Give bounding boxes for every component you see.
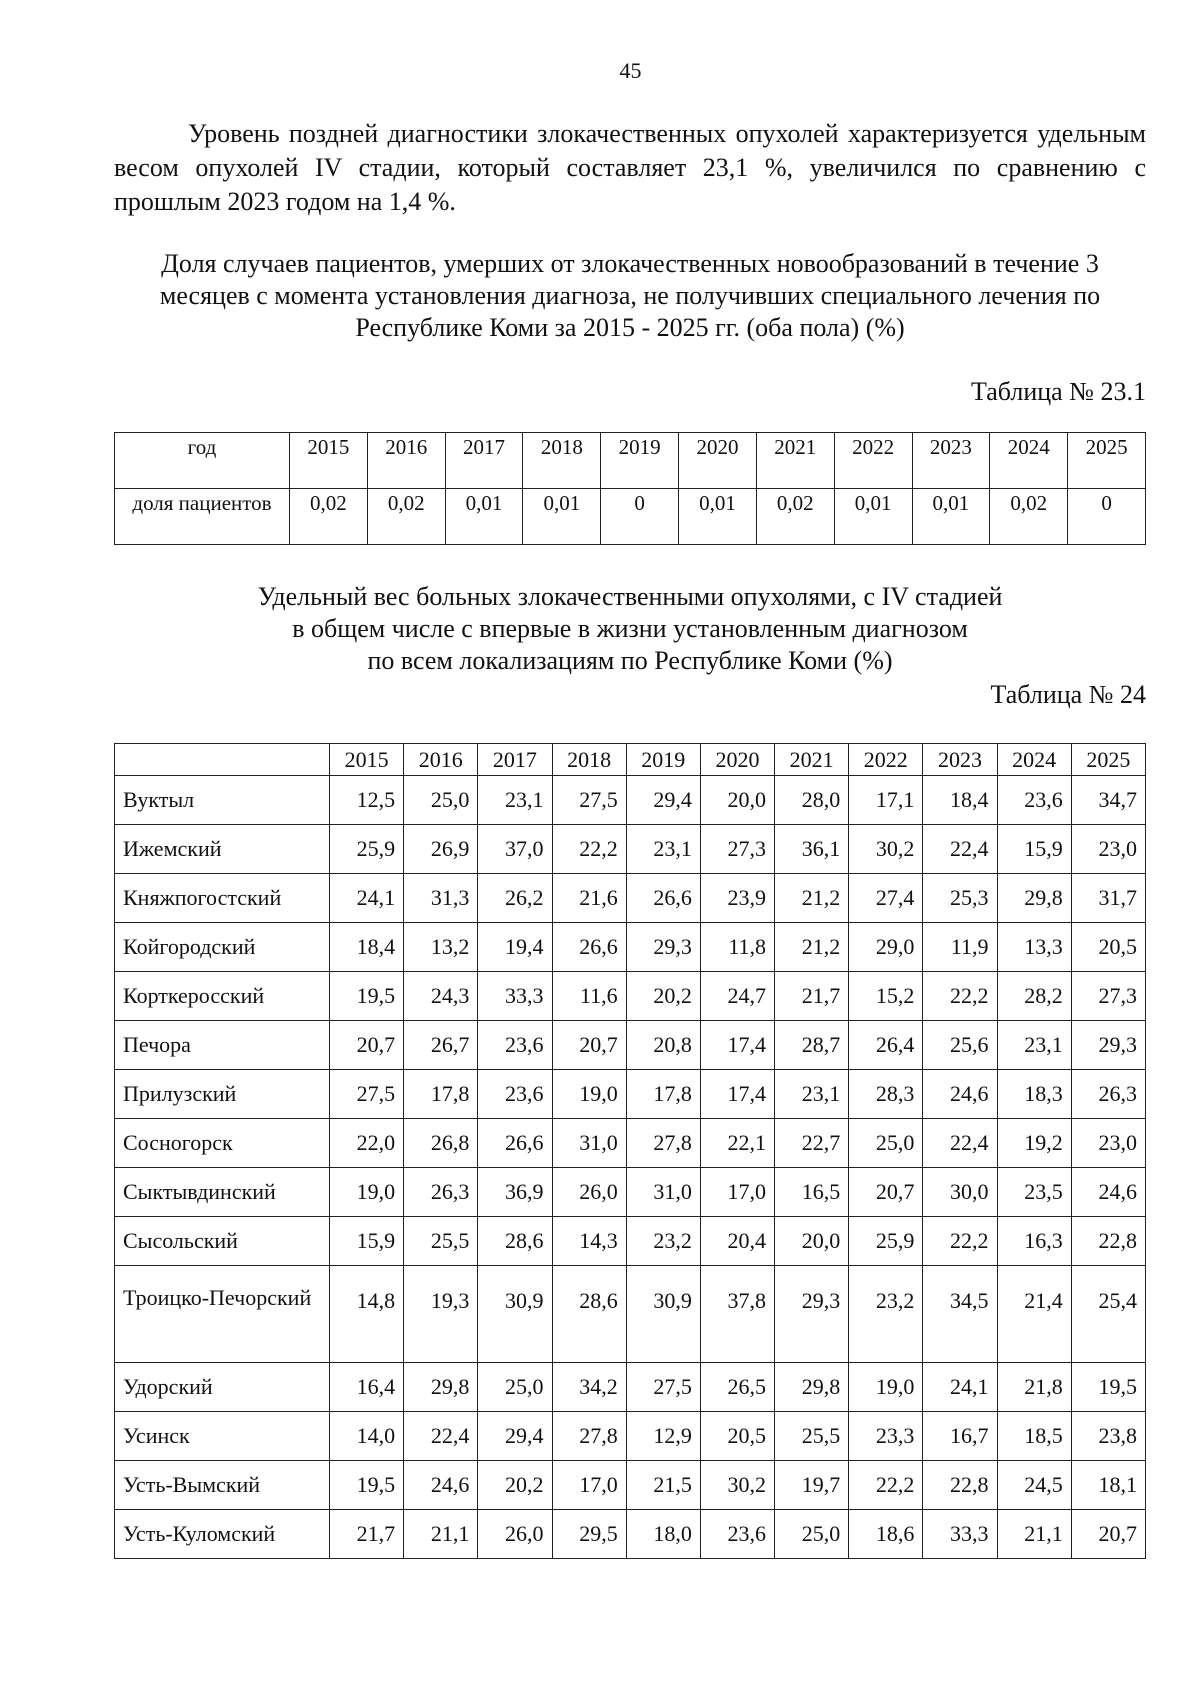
table-row xyxy=(115,1412,1146,1461)
table-cell: 29,5 xyxy=(552,1510,626,1559)
district-name: Прилузский xyxy=(115,1070,330,1119)
table-cell: 11,8 xyxy=(700,923,774,972)
table-cell: 24,3 xyxy=(404,972,478,1021)
table-cell: 11,9 xyxy=(923,923,997,972)
table-cell: 21,1 xyxy=(997,1510,1071,1559)
table-24 xyxy=(114,743,1146,1559)
table-23-cell: 0,02 xyxy=(990,489,1068,545)
table-cell: 23,2 xyxy=(626,1217,700,1266)
table-cell: 27,8 xyxy=(552,1412,626,1461)
table-cell: 22,4 xyxy=(923,825,997,874)
district-name: Вуктыл xyxy=(115,776,330,825)
table-cell: 24,6 xyxy=(923,1070,997,1119)
table-cell: 25,5 xyxy=(404,1217,478,1266)
table-row xyxy=(115,1266,1146,1363)
table-cell: 23,6 xyxy=(478,1070,552,1119)
table-cell: 19,0 xyxy=(849,1363,923,1412)
table-cell: 29,3 xyxy=(626,923,700,972)
table-23-label: Таблица № 23.1 xyxy=(970,377,1146,406)
table-row xyxy=(115,825,1146,874)
table-cell: 23,8 xyxy=(1071,1412,1145,1461)
table-cell: 26,6 xyxy=(626,874,700,923)
table-cell: 22,0 xyxy=(330,1119,404,1168)
table-cell: 21,5 xyxy=(626,1461,700,1510)
table-cell: 29,8 xyxy=(997,874,1071,923)
table-23-year: 2018 xyxy=(523,433,601,489)
table-cell: 25,0 xyxy=(775,1510,849,1559)
table-cell: 18,4 xyxy=(330,923,404,972)
table-cell: 30,2 xyxy=(700,1461,774,1510)
table-24-year: 2015 xyxy=(330,744,404,776)
table-cell: 30,9 xyxy=(478,1266,552,1363)
table-24-year: 2022 xyxy=(849,744,923,776)
table-24-header-row xyxy=(115,744,1146,776)
intro-paragraph: Уровень поздней диагностики злокачественных опухолей характеризуется удельным весом опухолей IV стадии, который составляет 23,1 %, увеличился по сравнению с прошлым 2023 годом на 1,4 %. xyxy=(114,119,1146,216)
table-row xyxy=(115,776,1146,825)
table-cell: 23,6 xyxy=(478,1021,552,1070)
table-cell: 34,5 xyxy=(923,1266,997,1363)
table-cell: 20,4 xyxy=(700,1217,774,1266)
table-cell: 27,4 xyxy=(849,874,923,923)
table-cell: 31,7 xyxy=(1071,874,1145,923)
table-cell: 17,1 xyxy=(849,776,923,825)
table-23-cell: 0,02 xyxy=(756,489,834,545)
table-cell: 23,3 xyxy=(849,1412,923,1461)
table-cell: 22,4 xyxy=(404,1412,478,1461)
table-cell: 19,5 xyxy=(330,972,404,1021)
table-cell: 34,2 xyxy=(552,1363,626,1412)
table-cell: 27,8 xyxy=(626,1119,700,1168)
table-24-year: 2025 xyxy=(1071,744,1145,776)
table-cell: 26,9 xyxy=(404,825,478,874)
table-cell: 26,0 xyxy=(478,1510,552,1559)
table-cell: 26,8 xyxy=(404,1119,478,1168)
table-cell: 25,3 xyxy=(923,874,997,923)
table-row xyxy=(115,1461,1146,1510)
table-cell: 25,4 xyxy=(1071,1266,1145,1363)
district-name: Усинск xyxy=(115,1412,330,1461)
table-cell: 19,3 xyxy=(404,1266,478,1363)
table-23-header-row xyxy=(115,433,1146,489)
table-cell: 21,7 xyxy=(775,972,849,1021)
table-cell: 24,7 xyxy=(700,972,774,1021)
table-cell: 16,5 xyxy=(775,1168,849,1217)
table-row xyxy=(115,923,1146,972)
table-cell: 26,7 xyxy=(404,1021,478,1070)
table-cell: 18,1 xyxy=(1071,1461,1145,1510)
table-cell: 22,2 xyxy=(923,1217,997,1266)
table-cell: 20,0 xyxy=(775,1217,849,1266)
table-24-year: 2021 xyxy=(775,744,849,776)
table-cell: 14,3 xyxy=(552,1217,626,1266)
district-name: Троицко-Печорский xyxy=(115,1266,330,1363)
table-cell: 30,0 xyxy=(923,1168,997,1217)
table-cell: 26,5 xyxy=(700,1363,774,1412)
table-cell: 21,1 xyxy=(404,1510,478,1559)
table-cell: 24,1 xyxy=(923,1363,997,1412)
table-cell: 23,1 xyxy=(478,776,552,825)
table-cell: 22,7 xyxy=(775,1119,849,1168)
table-24-header-blank xyxy=(115,744,330,776)
table-23 xyxy=(114,432,1146,545)
table-23-year: 2021 xyxy=(756,433,834,489)
table-cell: 31,0 xyxy=(552,1119,626,1168)
table-cell: 27,3 xyxy=(1071,972,1145,1021)
district-name: Сыктывдинский xyxy=(115,1168,330,1217)
table-cell: 23,0 xyxy=(1071,825,1145,874)
table-cell: 24,1 xyxy=(330,874,404,923)
table-cell: 26,0 xyxy=(552,1168,626,1217)
table-cell: 26,6 xyxy=(552,923,626,972)
table-row xyxy=(115,1021,1146,1070)
table-cell: 23,2 xyxy=(849,1266,923,1363)
table-cell: 26,3 xyxy=(1071,1070,1145,1119)
district-name: Корткеросский xyxy=(115,972,330,1021)
table-23-year: 2020 xyxy=(679,433,757,489)
table-cell: 28,3 xyxy=(849,1070,923,1119)
table-cell: 18,5 xyxy=(997,1412,1071,1461)
table-cell: 33,3 xyxy=(923,1510,997,1559)
table-cell: 24,5 xyxy=(997,1461,1071,1510)
table-row xyxy=(115,972,1146,1021)
table-cell: 22,4 xyxy=(923,1119,997,1168)
table-cell: 21,2 xyxy=(775,923,849,972)
table-cell: 28,6 xyxy=(552,1266,626,1363)
table-cell: 16,3 xyxy=(997,1217,1071,1266)
table-cell: 27,5 xyxy=(552,776,626,825)
table-cell: 25,0 xyxy=(849,1119,923,1168)
table-cell: 23,1 xyxy=(775,1070,849,1119)
table-cell: 25,5 xyxy=(775,1412,849,1461)
table-cell: 22,2 xyxy=(923,972,997,1021)
table-cell: 15,9 xyxy=(997,825,1071,874)
table-cell: 21,2 xyxy=(775,874,849,923)
table-23-year: 2025 xyxy=(1068,433,1146,489)
table-cell: 26,4 xyxy=(849,1021,923,1070)
table-cell: 31,3 xyxy=(404,874,478,923)
table-cell: 19,7 xyxy=(775,1461,849,1510)
table-23-cell: 0,02 xyxy=(290,489,368,545)
table-cell: 20,5 xyxy=(700,1412,774,1461)
table-row xyxy=(115,1217,1146,1266)
table-cell: 20,7 xyxy=(330,1021,404,1070)
table-cell: 19,5 xyxy=(1071,1363,1145,1412)
district-name: Усть-Куломский xyxy=(115,1510,330,1559)
table-cell: 24,6 xyxy=(1071,1168,1145,1217)
table-row xyxy=(115,1510,1146,1559)
district-name: Княжпогостский xyxy=(115,874,330,923)
table-cell: 37,0 xyxy=(478,825,552,874)
table-cell: 18,4 xyxy=(923,776,997,825)
table-cell: 15,9 xyxy=(330,1217,404,1266)
table-cell: 31,0 xyxy=(626,1168,700,1217)
table-cell: 28,0 xyxy=(775,776,849,825)
table-23-year: 2019 xyxy=(601,433,679,489)
table-cell: 24,6 xyxy=(404,1461,478,1510)
table-23-cell: 0,01 xyxy=(445,489,523,545)
table-23-year: 2023 xyxy=(912,433,990,489)
district-name: Сысольский xyxy=(115,1217,330,1266)
table-cell: 30,2 xyxy=(849,825,923,874)
table-row xyxy=(115,1070,1146,1119)
table-cell: 27,5 xyxy=(330,1070,404,1119)
table-cell: 30,9 xyxy=(626,1266,700,1363)
table-cell: 22,2 xyxy=(552,825,626,874)
table-cell: 22,2 xyxy=(849,1461,923,1510)
table-cell: 19,5 xyxy=(330,1461,404,1510)
table-cell: 20,7 xyxy=(849,1168,923,1217)
table-24-caption-line: по всем локализациям по Республике Коми (%) xyxy=(367,646,893,675)
table-24-body xyxy=(115,776,1146,1559)
table-cell: 17,8 xyxy=(626,1070,700,1119)
table-cell: 26,3 xyxy=(404,1168,478,1217)
table-cell: 20,2 xyxy=(478,1461,552,1510)
table-cell: 29,4 xyxy=(478,1412,552,1461)
table-cell: 26,2 xyxy=(478,874,552,923)
table-cell: 17,0 xyxy=(552,1461,626,1510)
table-cell: 28,7 xyxy=(775,1021,849,1070)
table-cell: 20,7 xyxy=(552,1021,626,1070)
table-cell: 21,7 xyxy=(330,1510,404,1559)
table-cell: 23,9 xyxy=(700,874,774,923)
page-number: 45 xyxy=(619,58,642,83)
table-cell: 25,0 xyxy=(478,1363,552,1412)
table-cell: 14,0 xyxy=(330,1412,404,1461)
table-cell: 19,0 xyxy=(330,1168,404,1217)
district-name: Койгородский xyxy=(115,923,330,972)
table-23-cell: 0,01 xyxy=(834,489,912,545)
table-cell: 16,4 xyxy=(330,1363,404,1412)
table-cell: 16,7 xyxy=(923,1412,997,1461)
table-23-header-label: год xyxy=(115,433,290,489)
table-23-row-label: доля пациентов xyxy=(115,489,290,545)
table-cell: 28,2 xyxy=(997,972,1071,1021)
table-23-cell: 0,01 xyxy=(912,489,990,545)
district-name: Сосногорск xyxy=(115,1119,330,1168)
table-cell: 12,5 xyxy=(330,776,404,825)
table-24-label: Таблица № 24 xyxy=(990,680,1146,709)
table-cell: 19,2 xyxy=(997,1119,1071,1168)
table-cell: 13,3 xyxy=(997,923,1071,972)
table-24-caption xyxy=(114,581,1146,677)
table-cell: 18,0 xyxy=(626,1510,700,1559)
table-24-caption-line: в общем числе с впервые в жизни установленным диагнозом xyxy=(292,614,968,643)
table-23-year: 2016 xyxy=(367,433,445,489)
table-row xyxy=(115,874,1146,923)
table-23-cell: 0,01 xyxy=(523,489,601,545)
table-cell: 14,8 xyxy=(330,1266,404,1363)
table-cell: 36,9 xyxy=(478,1168,552,1217)
table-cell: 12,9 xyxy=(626,1412,700,1461)
table-24-year: 2016 xyxy=(404,744,478,776)
table-cell: 22,8 xyxy=(923,1461,997,1510)
table-cell: 17,4 xyxy=(700,1070,774,1119)
table-cell: 20,7 xyxy=(1071,1510,1145,1559)
table-cell: 17,8 xyxy=(404,1070,478,1119)
table-cell: 29,0 xyxy=(849,923,923,972)
table-cell: 23,5 xyxy=(997,1168,1071,1217)
table-cell: 34,7 xyxy=(1071,776,1145,825)
table-cell: 27,5 xyxy=(626,1363,700,1412)
table-cell: 18,3 xyxy=(997,1070,1071,1119)
table-23-caption: Доля случаев пациентов, умерших от злокачественных новообразований в течение 3 месяцев с момента установления диагноза, не получивших специального лечения по Республике Коми за 2015 - 2025 гг. (оба пола) (%) xyxy=(159,249,1101,342)
table-cell: 29,3 xyxy=(775,1266,849,1363)
table-cell: 29,8 xyxy=(404,1363,478,1412)
table-23-year: 2024 xyxy=(990,433,1068,489)
table-cell: 23,6 xyxy=(700,1510,774,1559)
table-24-year: 2023 xyxy=(923,744,997,776)
table-23-cell: 0,01 xyxy=(679,489,757,545)
table-23-cell: 0,02 xyxy=(367,489,445,545)
table-23-data-row xyxy=(115,489,1146,545)
table-24-year: 2018 xyxy=(552,744,626,776)
table-24-year: 2017 xyxy=(478,744,552,776)
table-23-year: 2022 xyxy=(834,433,912,489)
table-cell: 25,9 xyxy=(330,825,404,874)
table-cell: 37,8 xyxy=(700,1266,774,1363)
table-cell: 25,0 xyxy=(404,776,478,825)
table-24-year: 2020 xyxy=(700,744,774,776)
table-cell: 21,4 xyxy=(997,1266,1071,1363)
table-24-caption-line: Удельный вес больных злокачественными опухолями, с IV стадией xyxy=(257,582,1003,611)
table-cell: 23,1 xyxy=(626,825,700,874)
table-cell: 23,6 xyxy=(997,776,1071,825)
table-cell: 29,3 xyxy=(1071,1021,1145,1070)
table-cell: 29,8 xyxy=(775,1363,849,1412)
table-cell: 25,9 xyxy=(849,1217,923,1266)
district-name: Удорский xyxy=(115,1363,330,1412)
table-cell: 23,1 xyxy=(997,1021,1071,1070)
table-cell: 25,6 xyxy=(923,1021,997,1070)
table-cell: 28,6 xyxy=(478,1217,552,1266)
table-cell: 22,8 xyxy=(1071,1217,1145,1266)
table-cell: 26,6 xyxy=(478,1119,552,1168)
table-cell: 17,0 xyxy=(700,1168,774,1217)
table-cell: 20,2 xyxy=(626,972,700,1021)
table-cell: 36,1 xyxy=(775,825,849,874)
table-cell: 20,8 xyxy=(626,1021,700,1070)
table-23-year: 2017 xyxy=(445,433,523,489)
table-cell: 19,4 xyxy=(478,923,552,972)
district-name: Печора xyxy=(115,1021,330,1070)
table-cell: 33,3 xyxy=(478,972,552,1021)
table-24-year: 2019 xyxy=(626,744,700,776)
table-23-year: 2015 xyxy=(290,433,368,489)
table-24-year: 2024 xyxy=(997,744,1071,776)
table-cell: 18,6 xyxy=(849,1510,923,1559)
table-cell: 15,2 xyxy=(849,972,923,1021)
table-cell: 27,3 xyxy=(700,825,774,874)
table-row xyxy=(115,1168,1146,1217)
table-cell: 11,6 xyxy=(552,972,626,1021)
table-cell: 29,4 xyxy=(626,776,700,825)
table-cell: 23,0 xyxy=(1071,1119,1145,1168)
table-23-cell: 0 xyxy=(601,489,679,545)
table-cell: 22,1 xyxy=(700,1119,774,1168)
table-cell: 19,0 xyxy=(552,1070,626,1119)
table-cell: 20,5 xyxy=(1071,923,1145,972)
table-cell: 20,0 xyxy=(700,776,774,825)
table-23-cell: 0 xyxy=(1068,489,1146,545)
district-name: Усть-Вымский xyxy=(115,1461,330,1510)
district-name: Ижемский xyxy=(115,825,330,874)
table-row xyxy=(115,1363,1146,1412)
table-cell: 21,8 xyxy=(997,1363,1071,1412)
table-cell: 17,4 xyxy=(700,1021,774,1070)
table-cell: 13,2 xyxy=(404,923,478,972)
table-cell: 21,6 xyxy=(552,874,626,923)
table-row xyxy=(115,1119,1146,1168)
